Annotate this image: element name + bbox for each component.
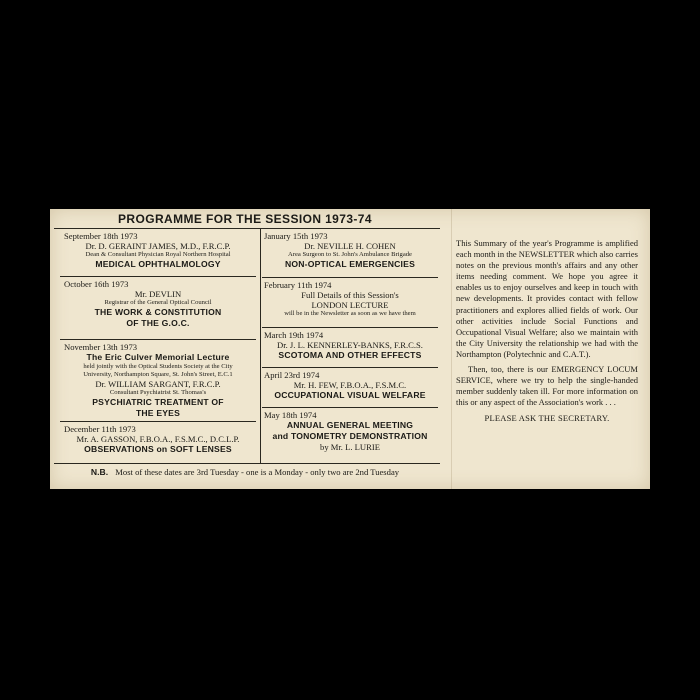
event-date: May 18th 1974 <box>264 410 317 420</box>
event-topic: MEDICAL OPHTHALMOLOGY <box>95 259 221 269</box>
event-date: October 16th 1973 <box>64 279 129 289</box>
event-rule <box>60 339 256 340</box>
event-speaker: Mr. H. FEW, F.B.O.A., F.S.M.C. <box>293 380 407 390</box>
event-rule <box>262 367 438 368</box>
event-speaker: Dr. D. GERAINT JAMES, M.D., F.R.C.P. <box>85 241 231 251</box>
event-credentials: Dean & Consultant Physician Royal Northern Hospital <box>85 251 231 258</box>
event-date: March 19th 1974 <box>264 330 324 340</box>
fold-line <box>451 209 452 489</box>
event-topic: PSYCHIATRIC TREATMENT OF <box>92 397 224 407</box>
event-lecture-title: LONDON LECTURE <box>311 300 389 310</box>
column-divider <box>260 228 261 463</box>
event-rule <box>262 277 438 278</box>
summary-paragraph: This Summary of the year's Programme is amplified each month in the NEWSLETTER which also carries notes on the previous month's affairs and any other items needing comment. We hope you agree it enables us to enjoy ourselves and keep in touch with new developments. It provides contact with fellow practitioners and explores allied fields of work. Our other activities include Social Functions and Occupational Visual Welfare; also we maintain with the City University the relationship we had with the Northampton (Polytechnic and C.A.T.). <box>456 238 638 359</box>
event-date: February 11th 1974 <box>264 280 332 290</box>
event-september <box>64 231 252 270</box>
title-rule <box>54 228 440 229</box>
event-details: Full Details of this Session's <box>301 290 399 300</box>
event-rule <box>262 327 438 328</box>
event-date: January 15th 1973 <box>264 231 328 241</box>
event-topic: and TONOMETRY DEMONSTRATION <box>272 431 428 441</box>
nb-text: Most of these dates are 3rd Tuesday - one is a Monday - only two are 2nd Tuesday <box>115 467 400 477</box>
event-speaker: Mr. A. GASSON, F.B.O.A., F.S.M.C., D.C.L.P. <box>76 434 240 444</box>
event-credentials: Consultant Psychiatrist St. Thomas's <box>109 389 207 396</box>
event-speaker: by Mr. L. LURIE <box>320 442 380 452</box>
event-rule <box>60 421 256 422</box>
event-october <box>64 279 252 329</box>
event-december <box>64 424 252 455</box>
nb-note <box>50 467 440 477</box>
event-credentials: Area Surgeon to St. John's Ambulance Brigade <box>288 251 412 258</box>
event-topic: SCOTOMA AND OTHER EFFECTS <box>278 350 422 360</box>
event-speaker: Dr. WILLIAM SARGANT, F.R.C.P. <box>95 379 221 389</box>
event-topic: THE EYES <box>135 408 181 418</box>
event-april <box>264 370 436 401</box>
event-topic: ANNUAL GENERAL MEETING <box>286 420 414 430</box>
event-speaker: Mr. DEVLIN <box>134 289 182 299</box>
event-speaker: Dr. NEVILLE H. COHEN <box>304 241 396 251</box>
event-november <box>64 342 252 419</box>
summary-column <box>456 238 638 424</box>
event-speaker: Dr. J. L. KENNERLEY-BANKS, F.R.C.S. <box>277 340 423 350</box>
event-topic: THE WORK & CONSTITUTION <box>94 307 222 317</box>
event-topic: OBSERVATIONS on SOFT LENSES <box>84 444 232 454</box>
event-may <box>264 410 436 452</box>
event-rule <box>262 407 438 408</box>
nb-rule <box>54 463 440 464</box>
event-february <box>264 280 436 318</box>
event-march <box>264 330 436 361</box>
event-note: University, Northampton Square, St. John's Street, E.C.1 <box>83 371 233 378</box>
event-date: December 11th 1973 <box>64 424 136 434</box>
event-date: September 18th 1973 <box>64 231 138 241</box>
event-topic: NON-OPTICAL EMERGENCIES <box>284 259 415 269</box>
event-date: November 13th 1973 <box>64 342 138 352</box>
event-january <box>264 231 436 270</box>
event-date: April 23rd 1974 <box>264 370 320 380</box>
event-lecture-title: The Eric Culver Memorial Lecture <box>86 352 230 362</box>
nb-label: N.B. <box>90 467 109 477</box>
event-note: will be in the Newsletter as soon as we have them <box>284 310 416 317</box>
event-credentials: Registrar of the General Optical Council <box>104 299 212 306</box>
ask-secretary: PLEASE ASK THE SECRETARY. <box>484 413 610 424</box>
event-topic: OF THE G.O.C. <box>126 318 190 328</box>
event-note: held jointly with the Optical Students Society at the City <box>83 363 233 370</box>
locum-paragraph: Then, too, there is our EMERGENCY LOCUM SERVICE, where we try to help the single-handed member suddenly taken ill. For more information on this or any aspect of the Association's work . . . <box>456 364 638 408</box>
event-rule <box>60 276 256 277</box>
programme-title: PROGRAMME FOR THE SESSION 1973-74 <box>118 212 372 226</box>
programme-card <box>50 209 650 489</box>
event-topic: OCCUPATIONAL VISUAL WELFARE <box>274 390 426 400</box>
